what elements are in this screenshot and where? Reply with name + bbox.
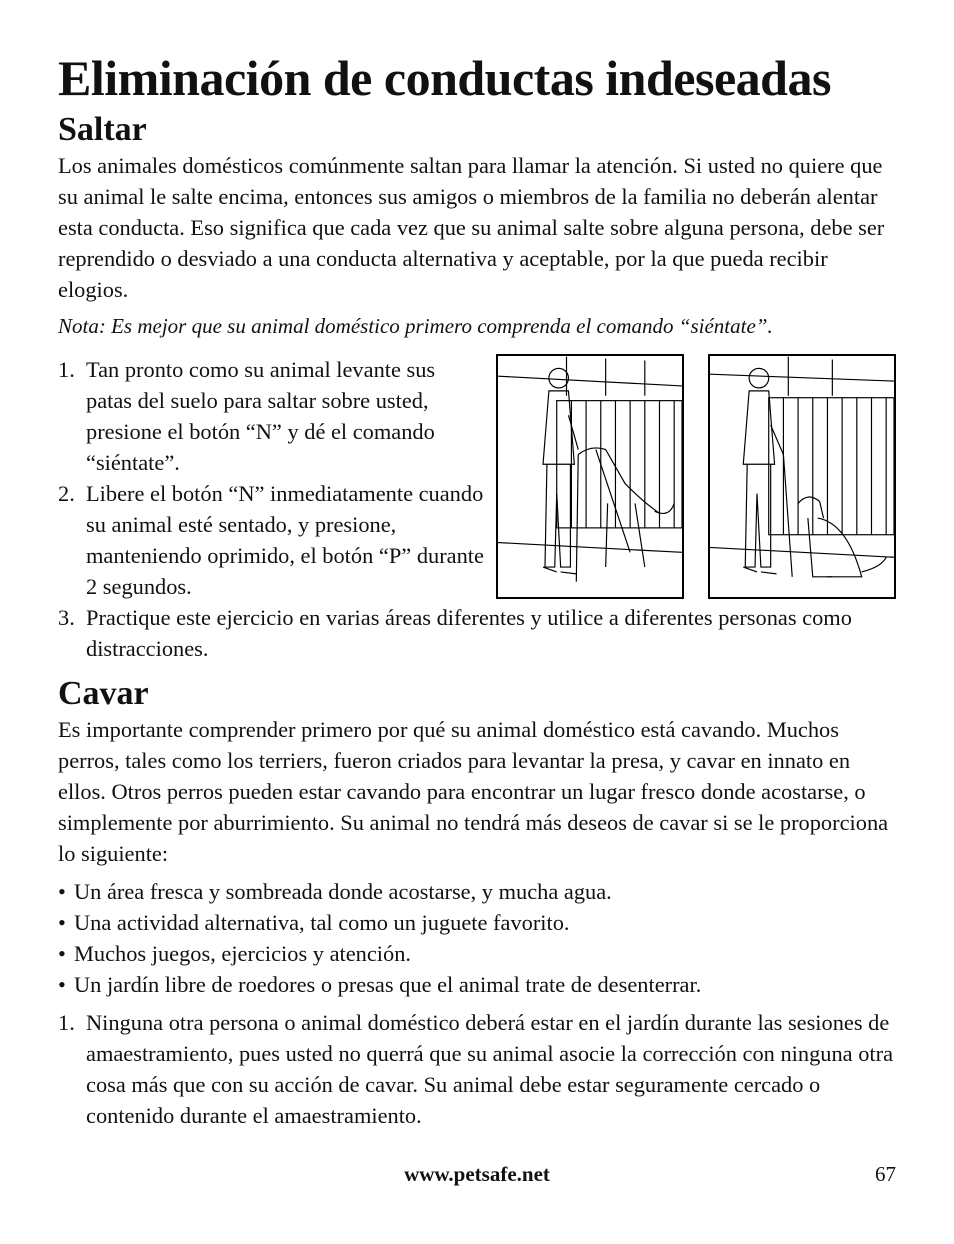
saltar-steps-list <box>58 354 486 602</box>
list-item: 1. Ninguna otra persona o animal doméstico deberá estar en el jardín durante las sesiones de amaestramiento, pues usted no querrá que su animal asocie la corrección con ninguna otra cosa más que con su acción de cavar. Su animal debe estar seguramente cercado o contenido durante el amaestramiento. <box>58 1010 894 1128</box>
jumping-illustrations <box>496 354 896 599</box>
list-item: • Muchos juegos, ejercicios y atención. <box>58 938 896 969</box>
list-item: 1. Tan pronto como su animal levante sus patas del suelo para saltar sobre usted, presione el botón “N” y dé el comando “siéntate”. <box>58 357 436 475</box>
list-item: • Una actividad alternativa, tal como un juguete favorito. <box>58 907 896 938</box>
illustration-dog-sitting <box>708 354 896 599</box>
saltar-steps-block <box>58 354 896 602</box>
cavar-steps-list <box>58 1007 896 1131</box>
page-title: Eliminación de conductas indeseadas <box>58 50 831 106</box>
footer-url[interactable]: www.petsafe.net <box>404 1162 550 1186</box>
page-content <box>58 48 896 1131</box>
dog-jumping-drawing <box>498 356 682 597</box>
saltar-paragraph: Los animales domésticos comúnmente saltan para llamar la atención. Si usted no quiere que su animal le salte encima, entonces sus amigos o miembros de la familia no deberán alentar esta conducta. Eso significa que cada vez que su animal salte sobre alguna persona, debe ser reprendido o desviado a una conducta alternativa y aceptable, por la que pueda recibir elogios. <box>58 153 885 302</box>
cavar-bullet-list <box>58 876 896 1000</box>
dog-sitting-drawing <box>710 356 894 597</box>
saltar-note: Nota: Es mejor que su animal doméstico primero comprenda el comando “siéntate”. <box>58 314 773 338</box>
list-item: 2. Libere el botón “N” inmediatamente cuando su animal esté sentado, y presione, manteniendo oprimido, el botón “P” durante 2 segundos. <box>58 481 484 599</box>
saltar-steps-list-continued <box>58 602 896 664</box>
cavar-paragraph: Es importante comprender primero por qué su animal doméstico está cavando. Muchos perros, tales como los terriers, fueron criados para levantar la presa, y cavar en innato en ellos. Otros perros pueden estar cavando para encontrar un lugar fresco donde acostarse, o simplemente por aburrimiento. Su animal no tendrá más deseos de cavar si se le proporciona lo siguiente: <box>58 717 889 866</box>
page-footer <box>58 1162 896 1192</box>
illustration-dog-jumping <box>496 354 684 599</box>
section-heading-saltar: Saltar <box>58 111 147 148</box>
list-item: • Un área fresca y sombreada donde acostarse, y mucha agua. <box>58 876 896 907</box>
section-heading-cavar: Cavar <box>58 675 149 712</box>
list-item: • Un jardín libre de roedores o presas que el animal trate de desenterrar. <box>58 969 896 1000</box>
page-number: 67 <box>875 1162 896 1186</box>
list-item: 3. Practique este ejercicio en varias áreas diferentes y utilice a diferentes personas como distracciones. <box>58 605 852 661</box>
